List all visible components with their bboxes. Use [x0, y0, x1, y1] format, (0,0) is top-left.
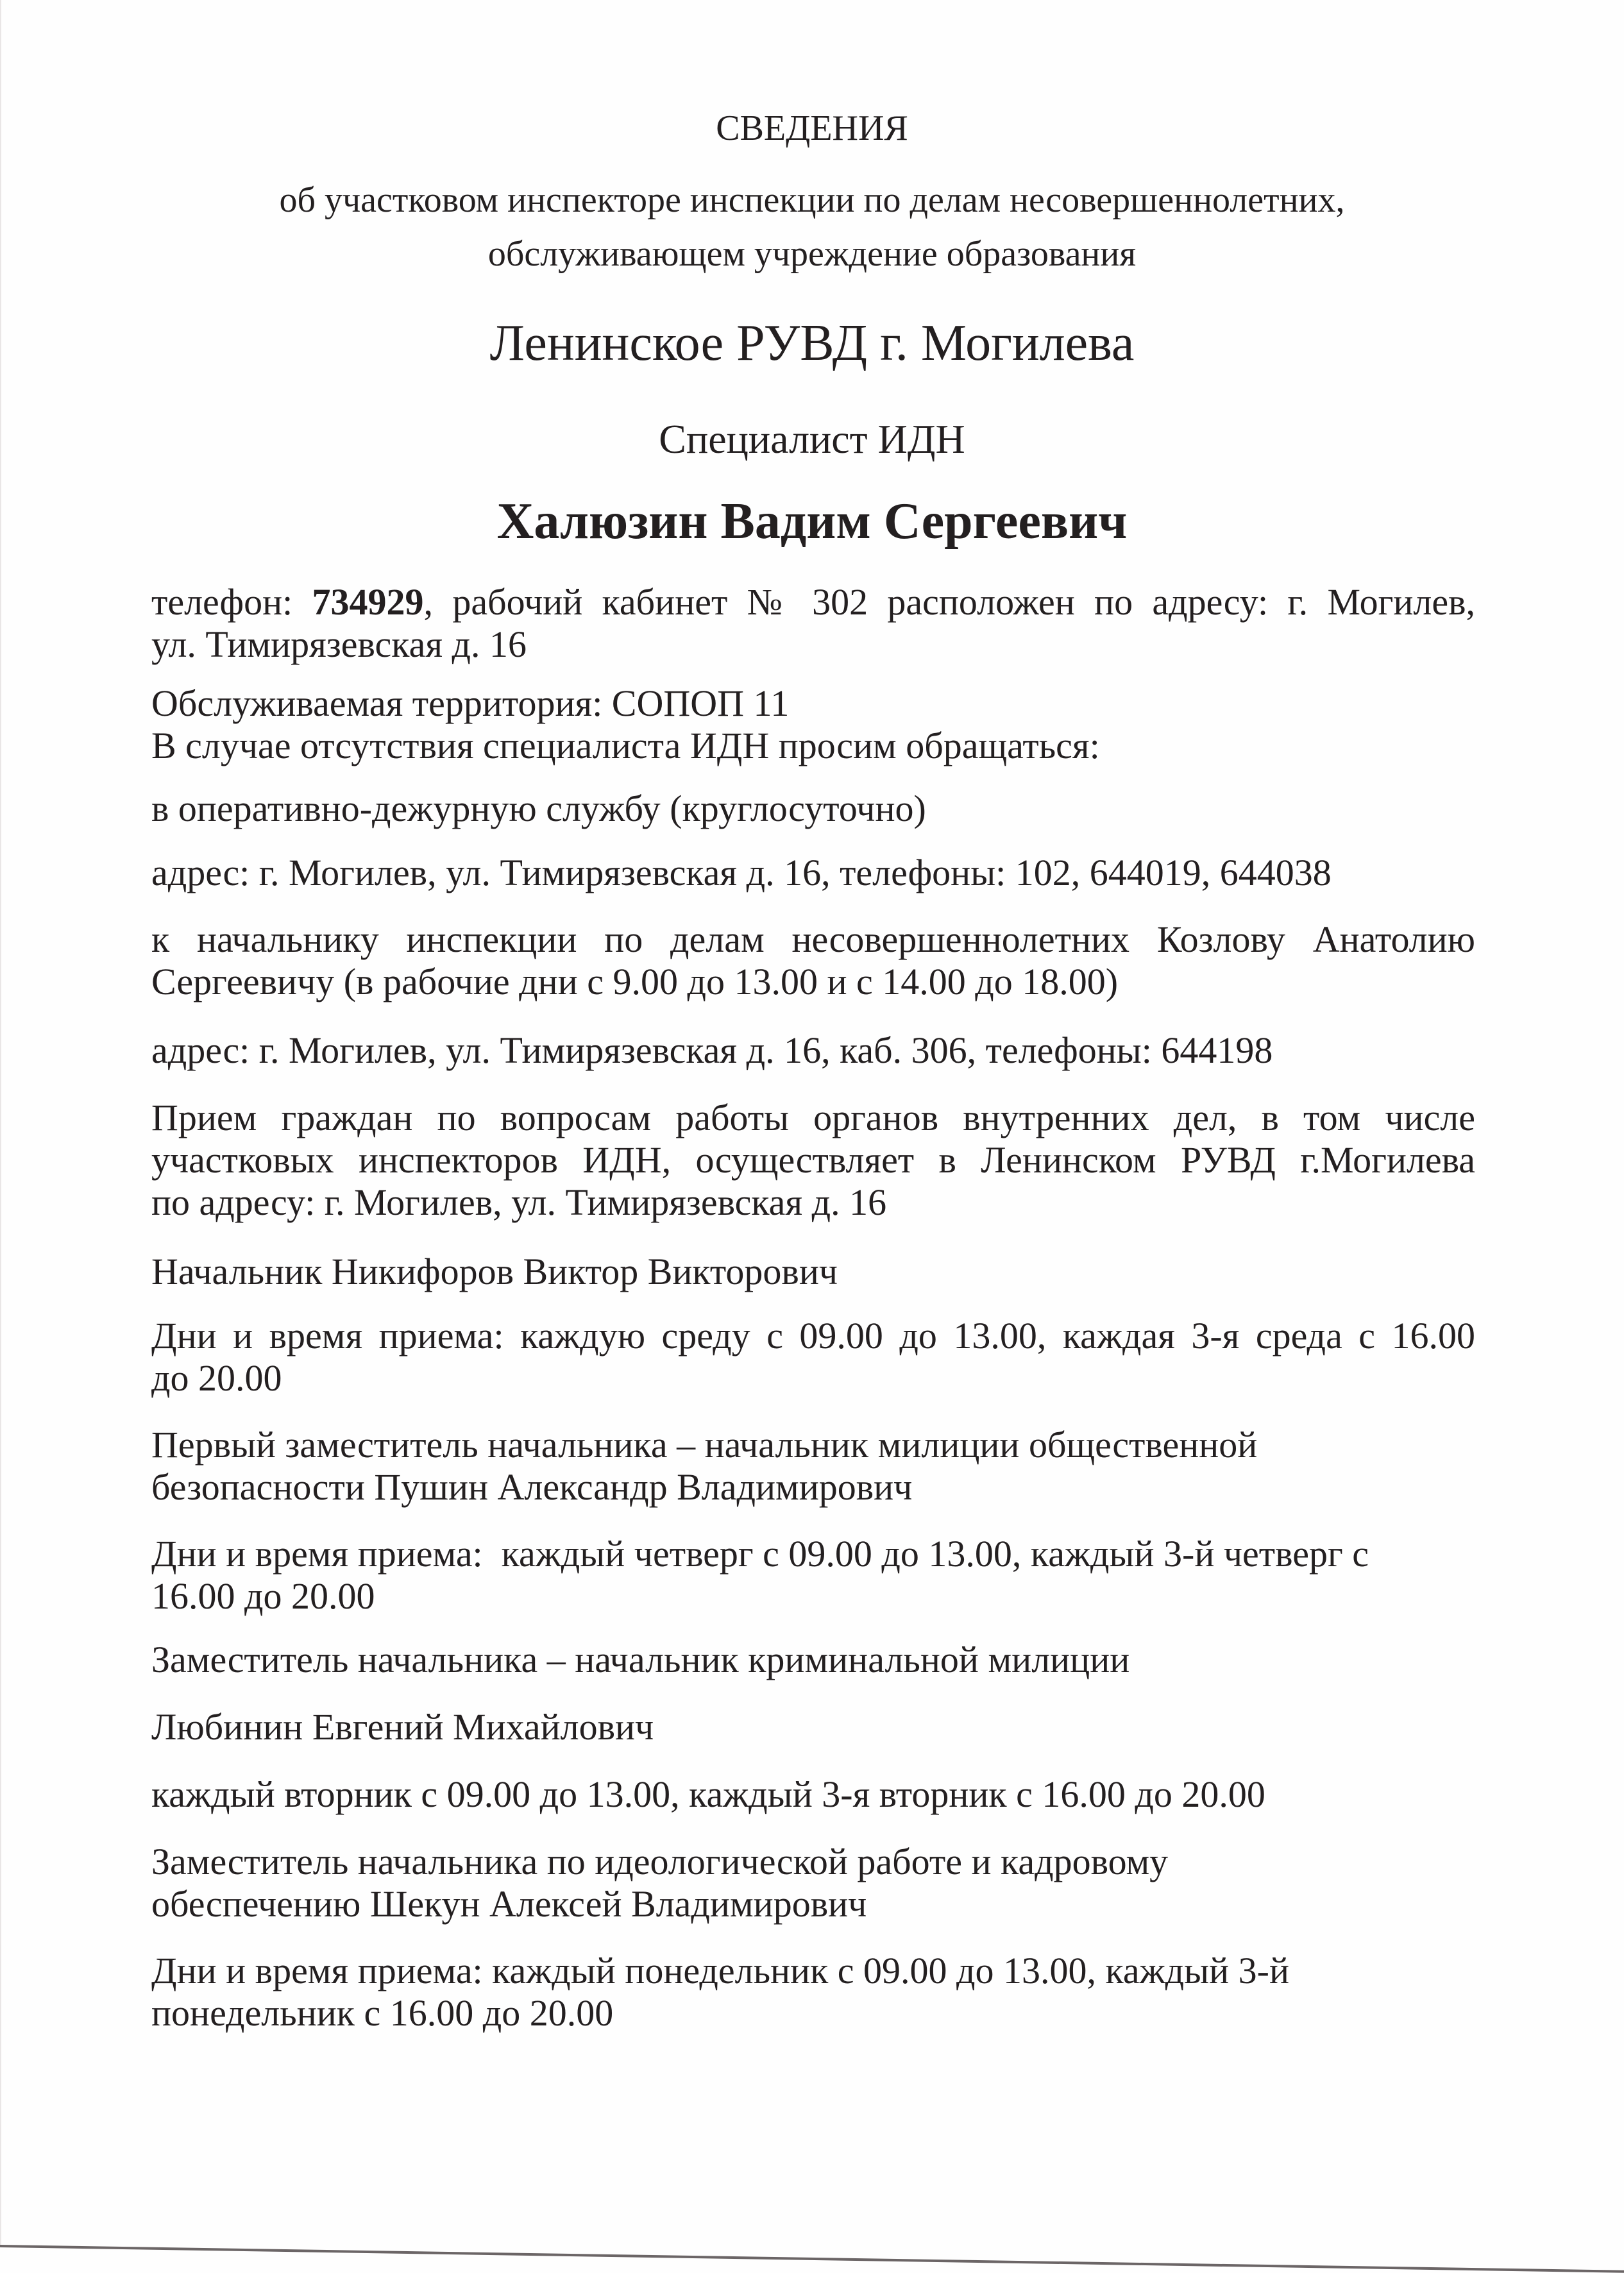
official-schedule-line: понедельник с 16.00 до 20.00: [151, 1992, 614, 2034]
official-schedule-line: Дни и время приема: каждую среду с 09.00 до 13.00, каждая 3-я среда с 16.00: [151, 1315, 1475, 1356]
official-title: [151, 1639, 1475, 1681]
official-schedule: [151, 1773, 1475, 1816]
official-title-line: Начальник Никифоров Виктор Викторович: [151, 1251, 838, 1292]
official-name-text: Любинин Евгений Михайлович: [151, 1706, 654, 1748]
official-title-line: обеспечению Шекун Алексей Владимирович: [151, 1883, 867, 1925]
official-name: [151, 1706, 1475, 1748]
department-name: Ленинское РУВД г. Могилева: [489, 315, 1135, 371]
official-schedule: [151, 1533, 1475, 1618]
contact-block: [151, 581, 1475, 666]
official-schedule-line: до 20.00: [151, 1357, 282, 1399]
official-title-line: безопасности Пушин Александр Владимирович: [151, 1466, 913, 1508]
official-title: [151, 1841, 1475, 1925]
duty-service-address-text: адрес: г. Могилев, ул. Тимирязевская д. 16, телефоны: 102, 644019, 644038: [151, 852, 1332, 893]
official-schedule-line: Дни и время приема: каждый понедельник с 09.00 до 13.00, каждый 3-й: [151, 1950, 1290, 1991]
official-schedule-line: 16.00 до 20.00: [151, 1575, 375, 1617]
head-of-inspection-line2: Сергеевичу (в рабочие дни с 9.00 до 13.00 и с 14.00 до 18.00): [151, 961, 1119, 1002]
document-subtitle-line1: об участковом инспекторе инспекции по делам несовершеннолетних,: [279, 180, 1345, 220]
official-title: [151, 1424, 1475, 1508]
head-of-inspection: [151, 918, 1475, 1003]
contact-line2: ул. Тимирязевская д. 16: [151, 623, 527, 665]
territory-block: [151, 682, 1475, 767]
official-title-line: Первый заместитель начальника – начальник милиции общественной: [151, 1424, 1258, 1466]
duty-service-title-text: в оперативно-дежурную службу (круглосуточно): [151, 788, 926, 829]
document-subtitle-line2: обслуживающем учреждение образования: [487, 234, 1137, 274]
head-of-inspection-address: [151, 1029, 1475, 1072]
inspector-name: Халюзин Вадим Сергеевич: [496, 493, 1128, 550]
head-of-inspection-line1: к начальнику инспекции по делам несовершеннолетних Козлову Анатолию: [151, 918, 1475, 960]
reception-line3: по адресу: г. Могилев, ул. Тимирязевская д. 16: [151, 1181, 887, 1223]
scan-page-edge: [0, 2245, 1624, 2273]
duty-service-title: [151, 788, 1475, 830]
document-title: СВЕДЕНИЯ: [716, 108, 908, 148]
phone-label: телефон:: [151, 581, 312, 623]
reception-block: [151, 1097, 1475, 1224]
reception-line2: участковых инспекторов ИДН, осуществляет в Ленинском РУВД г.Могилева: [151, 1139, 1475, 1181]
official-title-line: Заместитель начальника по идеологической работе и кадровому: [151, 1841, 1169, 1882]
territory: Обслуживаемая территория: СОПОП 11: [151, 682, 790, 724]
official-title-line: Заместитель начальника – начальник криминальной милиции: [151, 1639, 1130, 1680]
official-schedule: [151, 1950, 1475, 2034]
official-schedule-line: Дни и время приема: каждый четверг с 09.00 до 13.00, каждый 3-й четверг с: [151, 1533, 1369, 1575]
position-title: Специалист ИДН: [659, 416, 965, 462]
office-info: , рабочий кабинет № 302 расположен по адресу: г. Могилев,: [423, 581, 1476, 623]
duty-service-address: [151, 852, 1475, 894]
reception-line1: Прием граждан по вопросам работы органов внутренних дел, в том числе: [151, 1097, 1475, 1138]
official-title: [151, 1251, 1475, 1293]
head-of-inspection-address-text: адрес: г. Могилев, ул. Тимирязевская д. 16, каб. 306, телефоны: 644198: [151, 1029, 1273, 1071]
official-schedule-line: каждый вторник с 09.00 до 13.00, каждый 3-я вторник с 16.00 до 20.00: [151, 1773, 1265, 1815]
official-schedule: [151, 1315, 1475, 1399]
absence-note: В случае отсутствия специалиста ИДН просим обращаться:: [151, 725, 1100, 766]
contact-line1: [151, 581, 1475, 623]
phone-number: 734929: [312, 581, 424, 623]
